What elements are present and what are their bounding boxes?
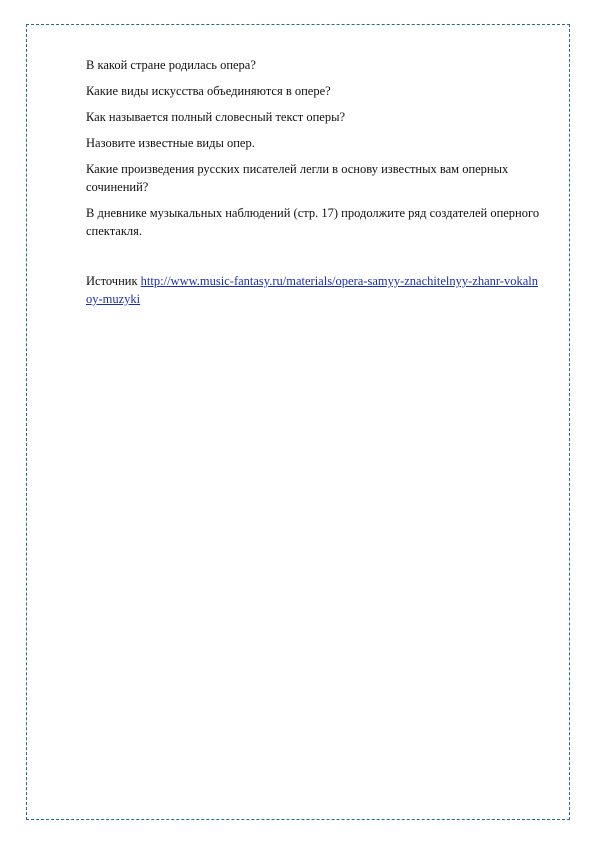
question-3: Как называется полный словесный текст оперы? — [86, 110, 346, 124]
question-2: Какие виды искусства объединяются в опере? — [86, 84, 331, 98]
document-body — [86, 56, 541, 321]
question-6: В дневнике музыкальных наблюдений (стр. 17) продолжите ряд создателей оперного спектакля. — [86, 206, 540, 238]
source-label: Источник — [86, 274, 138, 288]
question-5: Какие произведения русских писателей легли в основу известных вам оперных сочинений? — [86, 162, 509, 194]
source-line — [86, 272, 541, 308]
question-4: Назовите известные виды опер. — [86, 136, 255, 150]
source-link[interactable]: http://www.music-fantasy.ru/materials/opera-samyy-znachitelnyy-zhanr-vokalnoy-muzyki — [86, 274, 538, 306]
question-1: В какой стране родилась опера? — [86, 58, 256, 72]
